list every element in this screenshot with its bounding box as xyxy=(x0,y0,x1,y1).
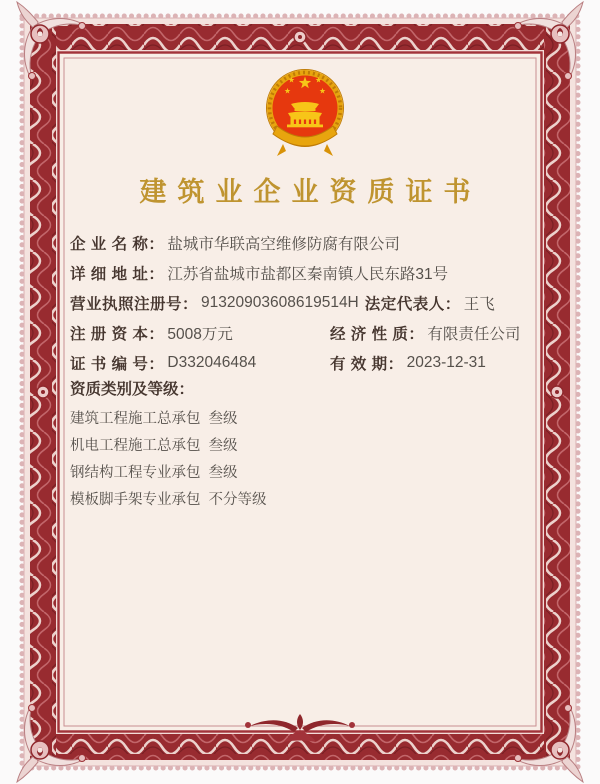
certificate-number-value: D332046484 xyxy=(167,354,257,371)
field-row-company-name xyxy=(70,228,540,258)
field-pair xyxy=(70,292,365,314)
registered-capital-value: 5008万元 xyxy=(167,326,233,343)
qualification-section-heading: 资质类别及等级： xyxy=(70,381,195,398)
field-pair xyxy=(70,352,330,374)
certificate-fields xyxy=(70,228,540,378)
license-number-value: 91320903608619514H xyxy=(201,294,359,311)
qualification-item xyxy=(70,431,540,458)
legal-representative-label: 法定代表人： xyxy=(364,296,461,313)
company-name-label: 企 业 名 称： xyxy=(70,236,165,253)
qualification-item xyxy=(70,404,540,431)
license-number-label: 营业执照注册号： xyxy=(70,296,199,313)
qualification-item xyxy=(70,458,540,485)
qualification-name: 建筑工程施工总承包 xyxy=(70,411,201,427)
certificate-number-label: 证 书 编 号： xyxy=(70,356,165,373)
field-row-registered-capital xyxy=(70,318,540,348)
qualification-item xyxy=(70,485,540,512)
field-row-license-number xyxy=(70,288,540,318)
address-value: 江苏省盐城市盐都区秦南镇人民东路31号 xyxy=(167,266,449,283)
china-national-emblem-icon xyxy=(263,64,347,162)
qualification-list xyxy=(70,404,540,512)
qualification-name: 钢结构工程专业承包 xyxy=(70,465,201,481)
qualification-grade: 不分等级 xyxy=(208,492,267,508)
registered-capital-label: 注 册 资 本： xyxy=(70,326,165,343)
certificate-title: 建筑业企业资质证书 xyxy=(139,177,482,207)
qualification-name: 模板脚手架专业承包 xyxy=(70,492,201,508)
qualification-name: 机电工程施工总承包 xyxy=(70,438,201,454)
economic-nature-value: 有限责任公司 xyxy=(427,326,521,343)
qualification-grade: 叁级 xyxy=(208,438,238,454)
valid-until-label: 有 效 期： xyxy=(330,356,404,373)
field-row-address xyxy=(70,258,540,288)
company-name-value: 盐城市华联高空维修防腐有限公司 xyxy=(167,236,400,253)
field-pair xyxy=(330,322,526,344)
field-pair xyxy=(70,232,406,254)
qualification-grade: 叁级 xyxy=(208,411,238,427)
field-pair xyxy=(330,352,492,374)
field-pair xyxy=(70,322,330,344)
economic-nature-label: 经 济 性 质： xyxy=(330,326,425,343)
field-pair xyxy=(70,262,454,284)
field-pair xyxy=(365,292,501,314)
qualification-grade: 叁级 xyxy=(208,465,238,481)
valid-until-value: 2023-12-31 xyxy=(406,354,486,371)
legal-representative-value: 王飞 xyxy=(463,296,495,313)
address-label: 详 细 地 址： xyxy=(70,266,165,283)
